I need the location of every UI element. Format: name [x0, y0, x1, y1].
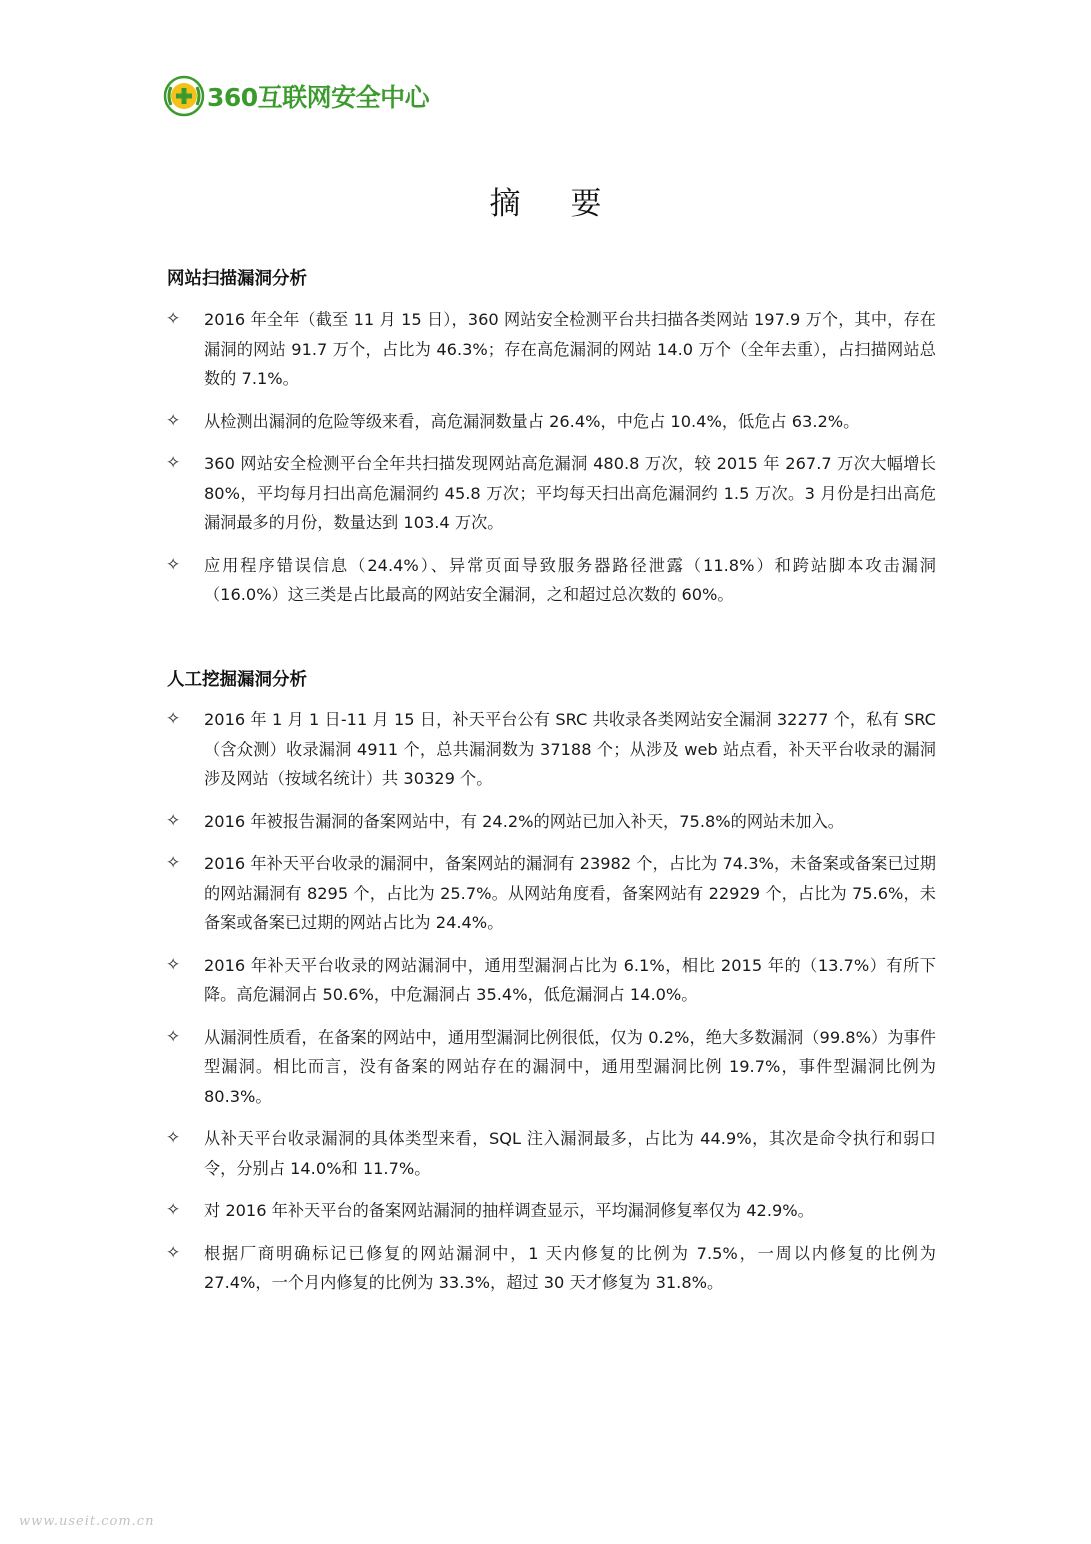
- list-item: ✧ 根据厂商明确标记已修复的网站漏洞中，1 天内修复的比例为 7.5%，一周以内修复的比例为 27.4%，一个月内修复的比例为 33.3%，超过 30 天才修复为 31.8%。: [166, 1239, 936, 1298]
- diamond-bullet-icon: ✧: [166, 1242, 181, 1263]
- diamond-bullet-icon: ✧: [166, 453, 181, 473]
- section-heading-scan: 网站扫描漏洞分析: [167, 269, 307, 289]
- list-item: ✧ 2016 年补天平台收录的漏洞中，备案网站的漏洞有 23982 个，占比为 74.3%，未备案或备案已过期的网站漏洞有 8295 个，占比为 25.7%。从网站角度看，备案网站有 22929 个，占比为 75.6%，未备案或备案已过期的网站占比为 24.4%。: [166, 849, 936, 938]
- list-item: ✧ 2016 年被报告漏洞的备案网站中，有 24.2%的网站已加入补天，75.8%的网站未加入。: [166, 807, 936, 837]
- list-item: ✧ 2016 年补天平台收录的网站漏洞中，通用型漏洞占比为 6.1%，相比 2015 年的（13.7%）有所下降。高危漏洞占 50.6%，中危漏洞占 35.4%，低危漏洞占 14.0%。: [166, 951, 936, 1010]
- bullet-list-manual: [166, 705, 936, 1311]
- diamond-bullet-icon: ✧: [166, 1026, 181, 1047]
- diamond-bullet-icon: ✧: [166, 1200, 181, 1220]
- brand-logo: [163, 76, 429, 116]
- list-item: ✧ 从补天平台收录漏洞的具体类型来看，SQL 注入漏洞最多，占比为 44.9%，其次是命令执行和弱口令，分别占 14.0%和 11.7%。: [166, 1124, 936, 1183]
- diamond-bullet-icon: ✧: [166, 554, 181, 575]
- list-item: ✧ 360 网站安全检测平台全年共扫描发现网站高危漏洞 480.8 万次，较 2015 年 267.7 万次大幅增长 80%，平均每月扫出高危漏洞约 45.8 万次；平均每天扫出高危漏洞约 1.5 万次。3 月份是扫出高危漏洞最多的月份，数量达到 103.4 万次。: [166, 449, 936, 538]
- list-item: ✧ 应用程序错误信息（24.4%）、异常页面导致服务器路径泄露（11.8%）和跨站脚本攻击漏洞（16.0%）这三类是占比最高的网站安全漏洞，之和超过总次数的 60%。: [166, 551, 936, 610]
- list-item: ✧ 从检测出漏洞的危险等级来看，高危漏洞数量占 26.4%，中危占 10.4%，低危占 63.2%。: [166, 407, 936, 437]
- section-heading-manual: 人工挖掘漏洞分析: [167, 670, 307, 690]
- bullet-list-scan: [166, 305, 936, 623]
- list-item: ✧ 2016 年 1 月 1 日-11 月 15 日，补天平台公有 SRC 共收录各类网站安全漏洞 32277 个，私有 SRC（含众测）收录漏洞 4911 个，总共漏洞数为 37188 个；从涉及 web 站点看，补天平台收录的漏洞涉及网站（按域名统计）共 30329 个。: [166, 705, 936, 794]
- diamond-bullet-icon: ✧: [166, 810, 181, 831]
- diamond-bullet-icon: ✧: [166, 309, 181, 329]
- shield-cross-icon: [163, 75, 205, 117]
- diamond-bullet-icon: ✧: [166, 853, 181, 873]
- diamond-bullet-icon: ✧: [166, 709, 181, 729]
- logo-text: 360互联网安全中心: [207, 83, 430, 112]
- diamond-bullet-icon: ✧: [166, 410, 181, 431]
- watermark: www.useit.com.cn: [19, 1514, 155, 1529]
- diamond-bullet-icon: ✧: [166, 954, 181, 975]
- list-item: ✧ 从漏洞性质看，在备案的网站中，通用型漏洞比例很低，仅为 0.2%，绝大多数漏洞（99.8%）为事件型漏洞。相比而言，没有备案的网站存在的漏洞中，通用型漏洞比例 19.7%，事件型漏洞比例为 80.3%。: [166, 1023, 936, 1112]
- page-title: 摘要: [489, 186, 652, 222]
- list-item: ✧ 对 2016 年补天平台的备案网站漏洞的抽样调查显示，平均漏洞修复率仅为 42.9%。: [166, 1196, 936, 1226]
- list-item: ✧ 2016 年全年（截至 11 月 15 日），360 网站安全检测平台共扫描各类网站 197.9 万个，其中，存在漏洞的网站 91.7 万个，占比为 46.3%；存在高危漏洞的网站 14.0 万个（全年去重），占扫描网站总数的 7.1%。: [166, 305, 936, 394]
- diamond-bullet-icon: ✧: [166, 1128, 181, 1148]
